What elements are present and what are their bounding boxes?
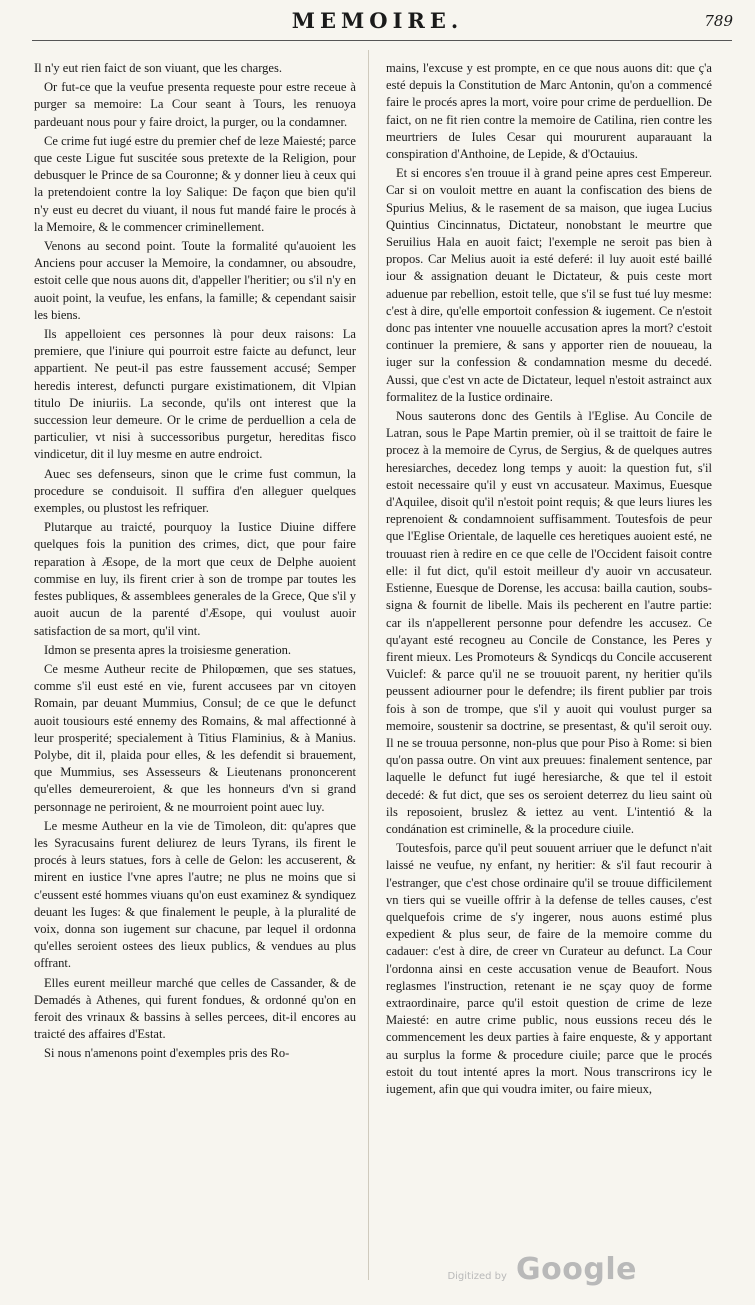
column-gutter [368,50,369,1280]
paragraph: Toutesfois, parce qu'il peut souuent arriuer que le defunct n'ait laissé ne veufue, ny enfant, ny heritier: & s'il faut recourir à l'estranger, que c'est chose ordinaire qu'il se trouue difficilement vn tiers qui se vueille offrir à la defense de telles causes, c'est quelquefois crime de s'y ingerer, nous auons estimé plus expedient & plus seur, de faire de la memoire comme du cadauer: c'est à dire, de creer vn Curateur au defunct. La Cour l'ordonna ainsi en ceste accusation venue de Beaufort. Nous reglasmes l'instruction, retenant ie ne sçay quoy de forme extraordinaire, parce qu'il estoit question de crime de leze Maiesté: en autre crime public, nous eussions receu dés le commencement les deux parties à faire enqueste, & y apportant au surplus la forme & procedure ciuile; parce que le procés estoit du tout intenté apres la mort. Nous transcrirons icy le iugement, afin que qui voudra imiter, ou faire mieux, [386,841,712,1096]
digitization-watermark [447,1252,637,1287]
left-column [34,60,356,1065]
paragraph: Ce crime fut iugé estre du premier chef de leze Maiesté; parce que ceste Ligue fut suscitée sous pretexte de la Religion, pour debusquer le Prince de sa Couronne; & y donner lieu à ceux qui la pretendoient contre la loy Salique: De façon que bien qu'il n'y eust eu decret du viuant, il nous fut mandé faire le procés à la Memoire, & le commencer criminellement. [34,133,356,234]
digitized-by-label: Digitized by [447,1271,507,1282]
paragraph: Ils appelloient ces personnes là pour deux raisons: La premiere, que l'iniure qui pourroit estre faicte au defunct, leur appartient. Ne peut-il pas estre faussement accusé; Semper heredis interest, defuncti purgare existimationem, dit Vlpian titulo De iniuriis. La seconde, qu'ils ont interest que la succession leur demeure. Or le crime de perduellion a cela de particulier, vt nisi à successoribus purgetur, hereditas fisco vindicetur, dit il luy mesme en autre endroict. [34,327,356,462]
paragraph: Idmon se presenta apres la troisiesme generation. [44,642,292,657]
paragraph: mains, l'excuse y est prompte, en ce que nous auons dit: que ç'a esté depuis la Constitution de Marc Antonin, qu'on a commencé faire le procés apres la mort, voire pour crime de perduellion. De faict, on ne fit rien contre la memoire de Catilina, rien contre les meurtriers de Iules Cesar qui moururent auparauant la conspiration d'Anthoine, de Lepide, & d'Octauius. [386,61,712,162]
paragraph: Auec ses defenseurs, sinon que le crime fust commun, la procedure se conduisoit. Il suffira d'en alleguer quelques exemples, ou plustost les refriquer. [34,466,356,516]
google-logo: Google [516,1252,637,1287]
paragraph: Le mesme Autheur en la vie de Timoleon, dit: qu'apres que les Syracusains furent deliurez de leurs Tyrans, ils firent le procés à leurs statues, fors à celle de Gelon: les accuserent, & mirent en iustice l'vne apres l'autre; ne plus ne moins que si c'eussent esté hommes viuans qu'on eust examinez & syndiquez deuant les Iuges: & que finalement le peuple, à la pluralité de voix, donna son iugement sur chacune, par lequel il ordonna qu'elles seroient ostees des lieux publics, & vendues au plus offrant. [34,818,356,971]
right-column [386,60,712,1100]
page-number: 789 [704,12,733,30]
paragraph: Nous sauterons donc des Gentils à l'Eglise. Au Concile de Latran, sous le Pape Martin premier, où il se traittoit de faire le procez à la memoire de Cyrus, de Sergius, & de quelques autres heresiarches, decedez long temps y auoit: la question fut, s'il estoit necessaire qu'il y eust vn accusateur. Maximus, Euesque d'Aquilee, disoit qu'il n'estoit point requis; & que leurs liures les reprenoient & condamnoient suffisamment. Toutesfois de peur que l'Eglise Orientale, de laquelle ces heretiques auoient esté, ne trouuast rien à redire en ce que celle de l'Occident faisoit contre elle: il fut dict, qu'il estoit meilleur d'y auoir vn accusateur. Estienne, Euesque de Dorense, les accusa: bailla caution, soubs-signa & fournit de libelle. Mais ils pecherent en l'autre partie: car ils n'appellerent personne pour defendre les accusez. Ce qu'ayant esté recogneu au Concile de Constance, les Peres y firent mieux. Les Promoteurs & Syndicqs du Concile accuserent Vuiclef: & parce qu'il ne se trouuoit parent, ny heritier qu'ils peussent adiourner pour le defendre; ils firent publier par trois fois à son de trompe, que s'il y auoit qui voulust purger sa memoire, soustenir sa doctrine, se presentast, & qu'il seroit ouy. Il ne se trouua personne, non-plus que pour Piso à Rome: si bien qu'on passa outre. On vint aux preuues: finalement sentence, par laquelle le defunct fut iugé heresiarche, & que tel il estoit decedé: & fut dict, que ses os seroient deterrez du lieu saint où ils reposoient, bruslez & iettez au vent. L'intentió & la condánation est criminelle, & la procedure ciuile. [386,409,712,836]
paragraph: Venons au second point. Toute la formalité qu'auoient les Anciens pour accuser la Memoire, la condamner, ou absoudre, estoit celle que nous auons dit, d'appeller l'heritier; ou s'il n'y en auoit point, la veufue, les enfans, la famille; & cependant saisir les biens. [34,239,356,322]
paragraph: Et si encores s'en trouue il à grand peine apres cest Empereur. Car si on vouloit mettre en auant la confiscation des biens de Spurius Melius, & le rasement de sa maison, que iugea Lucius Quintius Cincinnatus, Dictateur, nonobstant le meurtre que Seruilius Hala en auoit faict; l'exemple ne seroit pas bien à propos. Car Melius auoit ia esté deferé: il luy auoit esté baillé iour & assignation deuant le Dictateur, & puis ceste mort aduenue par rebellion, estoit telle, que s'il se fust tué luy mesme: c'est à dire, qu'elle emportoit confession & iugement. Ce n'estoit donc pas intenter vne nouuelle accusation apres la mort? c'estoit continuer la premiere, & sans y apporter rien de nouueau, la iuger sur la confession & condamnation mesme du decedé. Aussi, que c'est vn acte de Dictateur, lequel n'estoit astrainct aux formalitez de la Iustice ordinaire. [386,166,712,404]
paragraph: Il n'y eut rien faict de son viuant, que les charges. [34,61,283,75]
paragraph: Ce mesme Autheur recite de Philopœmen, que ses statues, comme s'il eust esté en vie, furent accusees par vn citoyen Romain, par deuant Mummius, Consul; de ce que le defunct auoit tousiours esté ennemy des Romains, & mal affectionné à leur prosperité; specialement à Titius Flaminius, & à Manius. Polybe, dit il, plaida pour elles, & les defendit si brauement, que Mummius, ses Assesseurs & Lieutenans prononcerent qu'elles demeureroient, & que les honneurs d'vn si grand personnage ne periroient, & ne mourroient point auec luy. [34,661,356,814]
paragraph: Si nous n'amenons point d'exemples pris des Ro- [44,1046,290,1061]
paragraph: Plutarque au traicté, pourquoy la Iustice Diuine differe quelques fois la punition des crimes, dict, que pour faire reparation à Æsope, de la mort que ceux de Delphe auoient commise en luy, ils firent crier à son de trompe par toutes les festes publiques, & assemblees generales de la Grece, Que s'il y auoit aucun de la parenté d'Æsope, qui voulust auoir satisfaction de sa mort, qu'il vint. [34,520,356,638]
header-rule [32,40,732,41]
paragraph: Or fut-ce que la veufue presenta requeste pour estre receue à purger sa memoire: La Cour seant à Tours, les renuoya pardeuant nous pour y faire droict, la purger, ou la condamner. [34,80,356,129]
running-title: MEMOIRE. [291,8,464,33]
paragraph: Elles eurent meilleur marché que celles de Cassander, & de Demadés à Athenes, qui furent fondues, & ordonné qu'on en feroit des vrinaux & bassins à selles percees, dit-il encores au traicté des affaires d'Estat. [34,975,356,1042]
